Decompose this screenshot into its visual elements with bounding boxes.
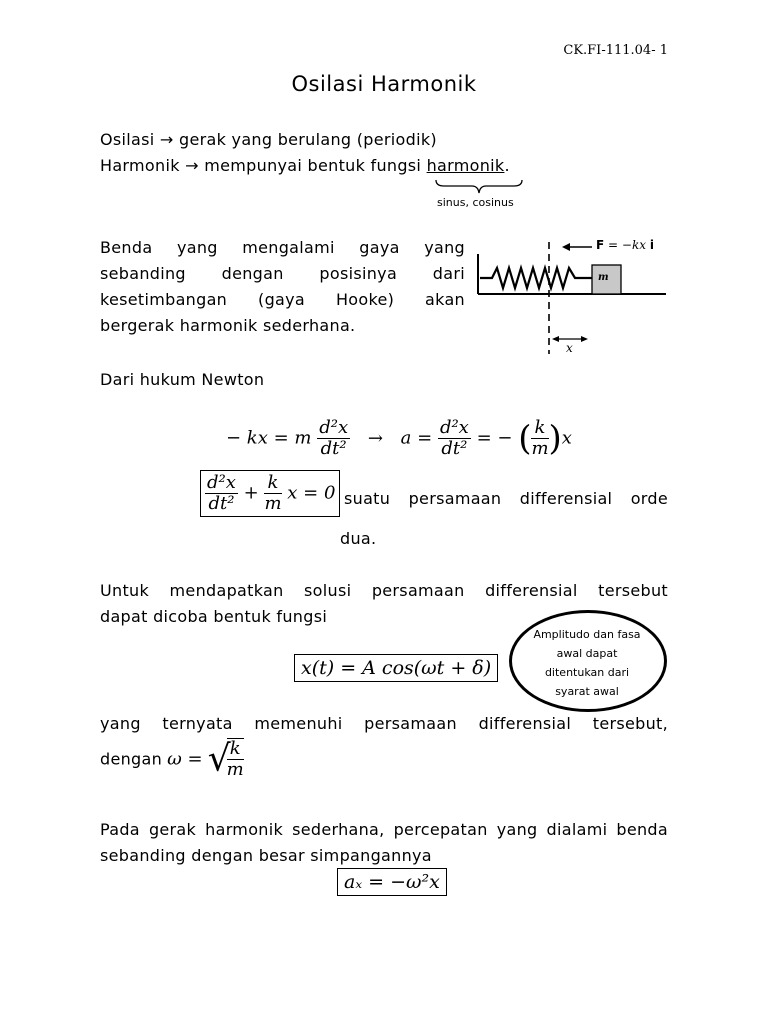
mass-label: m	[598, 272, 609, 283]
eq-denominator: dt²	[441, 438, 468, 459]
term-harmonik: Harmonik	[100, 156, 180, 175]
unit-vector: i	[649, 238, 654, 252]
eq-numerator: d²x	[207, 472, 236, 493]
solution-equation: x(t) = A cos(ωt + δ)	[294, 654, 498, 682]
omega-prefix: dengan	[100, 749, 163, 769]
eq-denominator: dt²	[320, 438, 347, 459]
keyword-harmonik: harmonik	[426, 156, 505, 175]
right-arrow-icon: →	[367, 427, 383, 449]
eq-minus: = −	[476, 427, 513, 449]
differential-description: suatu persamaan differensial orde	[344, 489, 668, 508]
eq-k: k	[264, 473, 281, 494]
right-arrow-icon: →	[159, 130, 174, 149]
definition-osilasi	[100, 130, 437, 149]
spring-mass-diagram	[474, 234, 674, 358]
eq-denominator: dt²	[208, 493, 235, 514]
eq-x: x	[561, 427, 572, 449]
acceleration-equation: aₓ = −ω²x	[337, 868, 447, 896]
note-line: ditentukan dari	[544, 666, 630, 679]
period: .	[504, 156, 510, 175]
hooke-line-2: sebanding dengan posisinya dari	[100, 264, 465, 283]
newton-intro: Dari hukum Newton	[100, 370, 265, 389]
underbrace-icon	[434, 178, 524, 196]
acceleration-line-2: sebanding dengan besar simpangannya	[100, 846, 432, 865]
eq-lhs: − kx = m	[226, 427, 312, 449]
force-symbol: F	[596, 238, 605, 252]
eq-numerator: d²x	[439, 417, 469, 438]
annotation-note	[511, 625, 663, 701]
hooke-line-4: bergerak harmonik sederhana.	[100, 316, 356, 335]
eq-numerator: d²x	[319, 417, 349, 438]
acceleration-line-1: Pada gerak harmonik sederhana, percepatan yang dialami benda	[100, 820, 668, 839]
force-label	[596, 238, 654, 252]
solution-line-2: dapat dicoba bentuk fungsi	[100, 607, 328, 626]
omega-k: k	[227, 739, 244, 760]
right-arrow-icon: →	[185, 156, 199, 175]
solution-line-1: Untuk mendapatkan solusi persamaan differensial tersebut	[100, 581, 668, 600]
definition-harmonik	[100, 156, 510, 175]
eq-k: k	[531, 418, 548, 439]
brace-note: sinus, cosinus	[437, 196, 514, 209]
solution-line-3: yang ternyata memenuhi persamaan differensial tersebut,	[100, 714, 668, 733]
omega-definition	[100, 738, 244, 780]
displacement-label: x	[566, 341, 573, 355]
differential-description-end: dua.	[340, 529, 377, 548]
force-expression: = −kx	[608, 238, 646, 252]
note-line: awal dapat	[556, 647, 618, 660]
note-line: Amplitudo dan fasa	[533, 628, 641, 641]
definition-harmonik-text: mempunyai bentuk fungsi	[204, 156, 422, 175]
definition-osilasi-text: gerak yang berulang (periodik)	[179, 130, 437, 149]
differential-equation-box	[200, 470, 340, 517]
omega-symbol: ω =	[167, 748, 203, 770]
hooke-line-3: kesetimbangan (gaya Hooke) akan	[100, 290, 465, 309]
note-line: syarat awal	[555, 685, 619, 698]
hooke-line-1: Benda yang mengalami gaya yang	[100, 238, 465, 257]
eq-a: a =	[400, 427, 433, 449]
eq-m: m	[264, 493, 282, 514]
newton-equation: − kx = m $\frac{\text{d²x}}{\text{dt²}}$ → a = $\frac{\text{d²x}}{\text{dt²}}$ = − ( $\frac{k}{m}$ )x	[226, 417, 572, 459]
page-title: Osilasi Harmonik	[291, 72, 477, 96]
eq-plus: +	[243, 482, 259, 504]
omega-m: m	[226, 759, 244, 780]
sqrt-icon: √	[207, 738, 231, 780]
spring-icon	[480, 268, 592, 288]
document-code: CK.FI-111.04- 1	[563, 43, 668, 58]
term-osilasi: Osilasi	[100, 130, 155, 149]
eq-m: m	[531, 438, 549, 459]
eq-rest: x = 0	[287, 482, 336, 504]
